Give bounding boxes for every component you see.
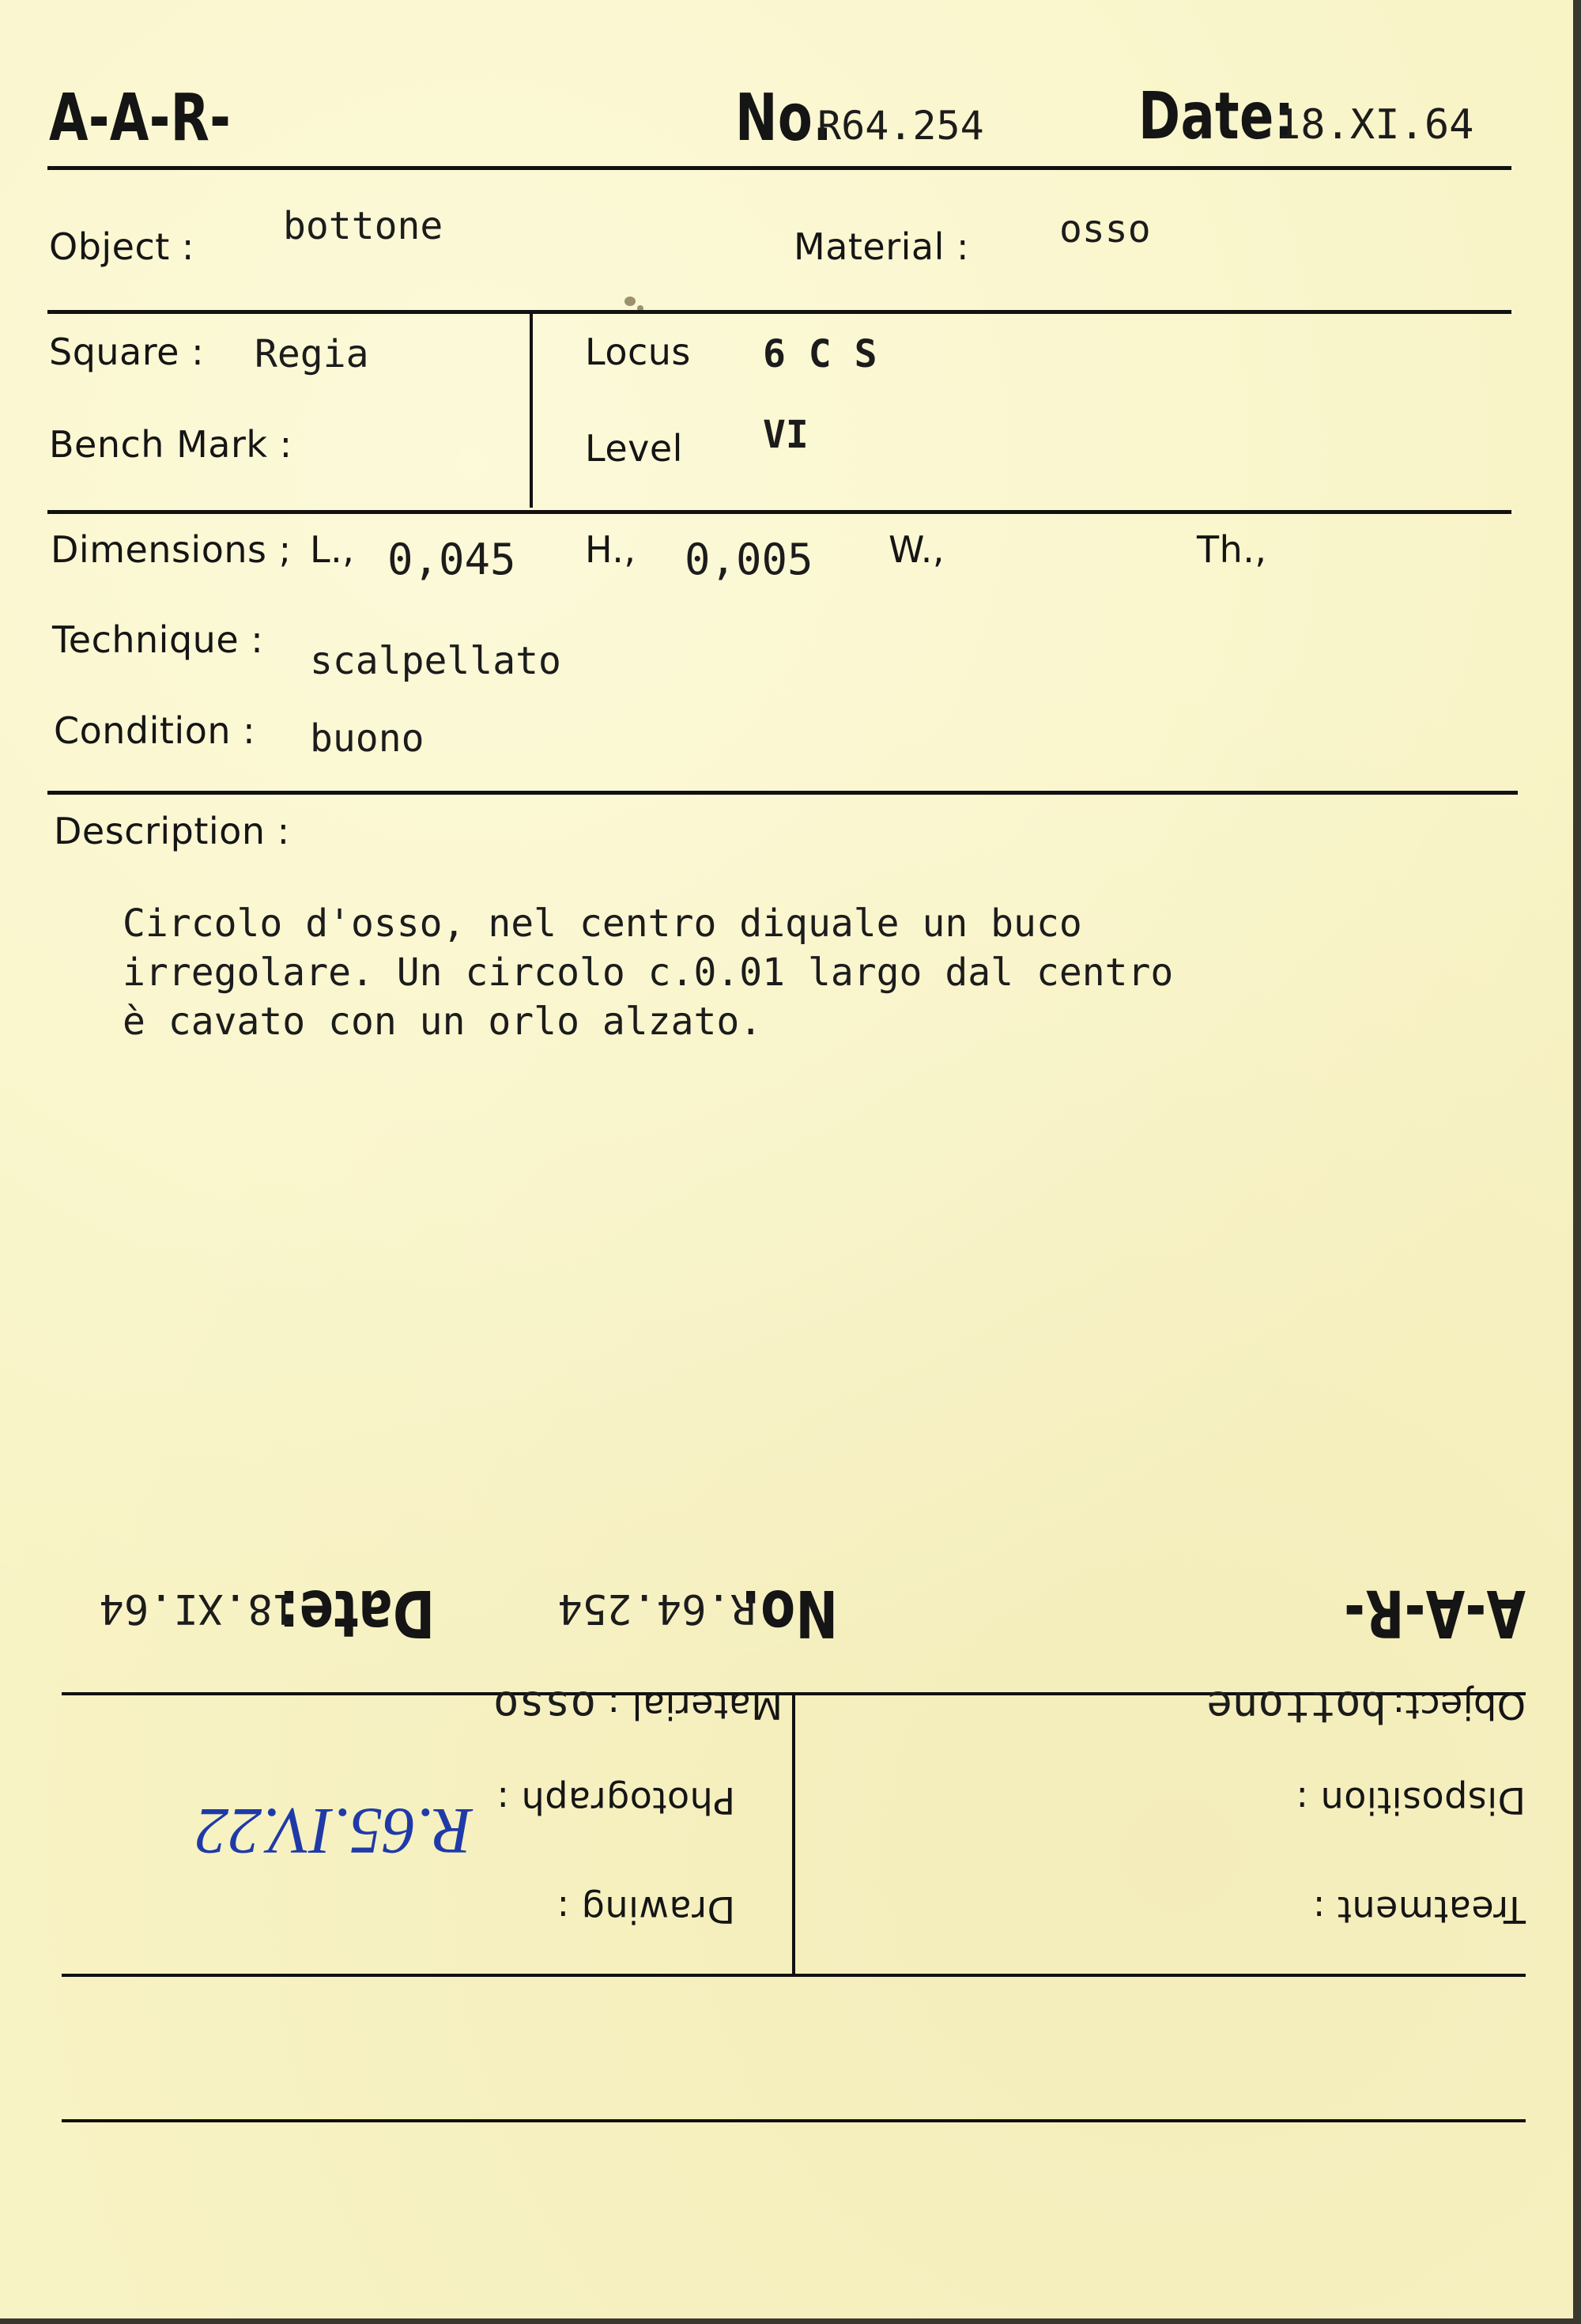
bench-mark-label: Bench Mark : xyxy=(49,423,292,466)
date-value: 18.XI.64 xyxy=(1276,101,1474,149)
footer-number-value: R.64.254 xyxy=(557,1585,756,1632)
photograph-value: R.65.IV.22 xyxy=(195,1794,473,1868)
description-line: irregolare. Un circolo c.0.01 largo dal centro xyxy=(123,950,1174,995)
technique-label: Technique : xyxy=(52,618,264,661)
drawing-label: Drawing : xyxy=(557,1888,735,1931)
treatment-label: Treatment : xyxy=(1312,1888,1526,1931)
footer-number-label: No. xyxy=(741,1575,838,1650)
object-value: bottone xyxy=(283,204,443,248)
footer-material-value: osso xyxy=(492,1682,596,1732)
material-label: Material : xyxy=(794,225,969,268)
square-value: Regia xyxy=(255,332,369,376)
footer-material-label: Material : xyxy=(607,1684,783,1727)
thickness-label: Th., xyxy=(1197,528,1267,571)
number-value: R64.254 xyxy=(817,103,984,149)
material-value: osso xyxy=(1059,207,1151,251)
footer-org-label: A-A-R- xyxy=(1343,1575,1526,1650)
length-value: 0,045 xyxy=(387,535,516,584)
footer-date-label: Date: xyxy=(278,1575,435,1650)
footer-date-value: 18.XI.64 xyxy=(99,1585,297,1632)
level-label: Level xyxy=(585,427,683,470)
locus-label: Locus xyxy=(585,331,691,373)
description-line: Circolo d'osso, nel centro diquale un buco xyxy=(123,901,1082,946)
disposition-label: Disposition : xyxy=(1296,1779,1526,1822)
footer-object-label: Object: xyxy=(1392,1684,1526,1727)
square-label: Square : xyxy=(49,331,205,373)
footer-object-value: bottone xyxy=(1206,1682,1387,1732)
photograph-label: Photograph : xyxy=(496,1779,735,1822)
length-label: L., xyxy=(310,528,355,571)
condition-value: buono xyxy=(310,716,424,761)
condition-label: Condition : xyxy=(54,709,256,752)
org-label: A-A-R- xyxy=(49,81,232,156)
technique-value: scalpellato xyxy=(310,639,561,683)
number-label: No. xyxy=(735,81,832,156)
object-label: Object : xyxy=(49,225,194,268)
locus-value: 6 C S xyxy=(763,332,877,376)
level-value: VI xyxy=(763,413,809,457)
height-value: 0,005 xyxy=(685,535,813,584)
description-label: Description : xyxy=(54,810,290,852)
width-label: W., xyxy=(889,528,945,571)
description-line: è cavato con un orlo alzato. xyxy=(123,1000,763,1044)
dimensions-label: Dimensions ; xyxy=(51,528,292,571)
height-label: H., xyxy=(585,528,636,571)
date-label: Date: xyxy=(1138,79,1295,154)
